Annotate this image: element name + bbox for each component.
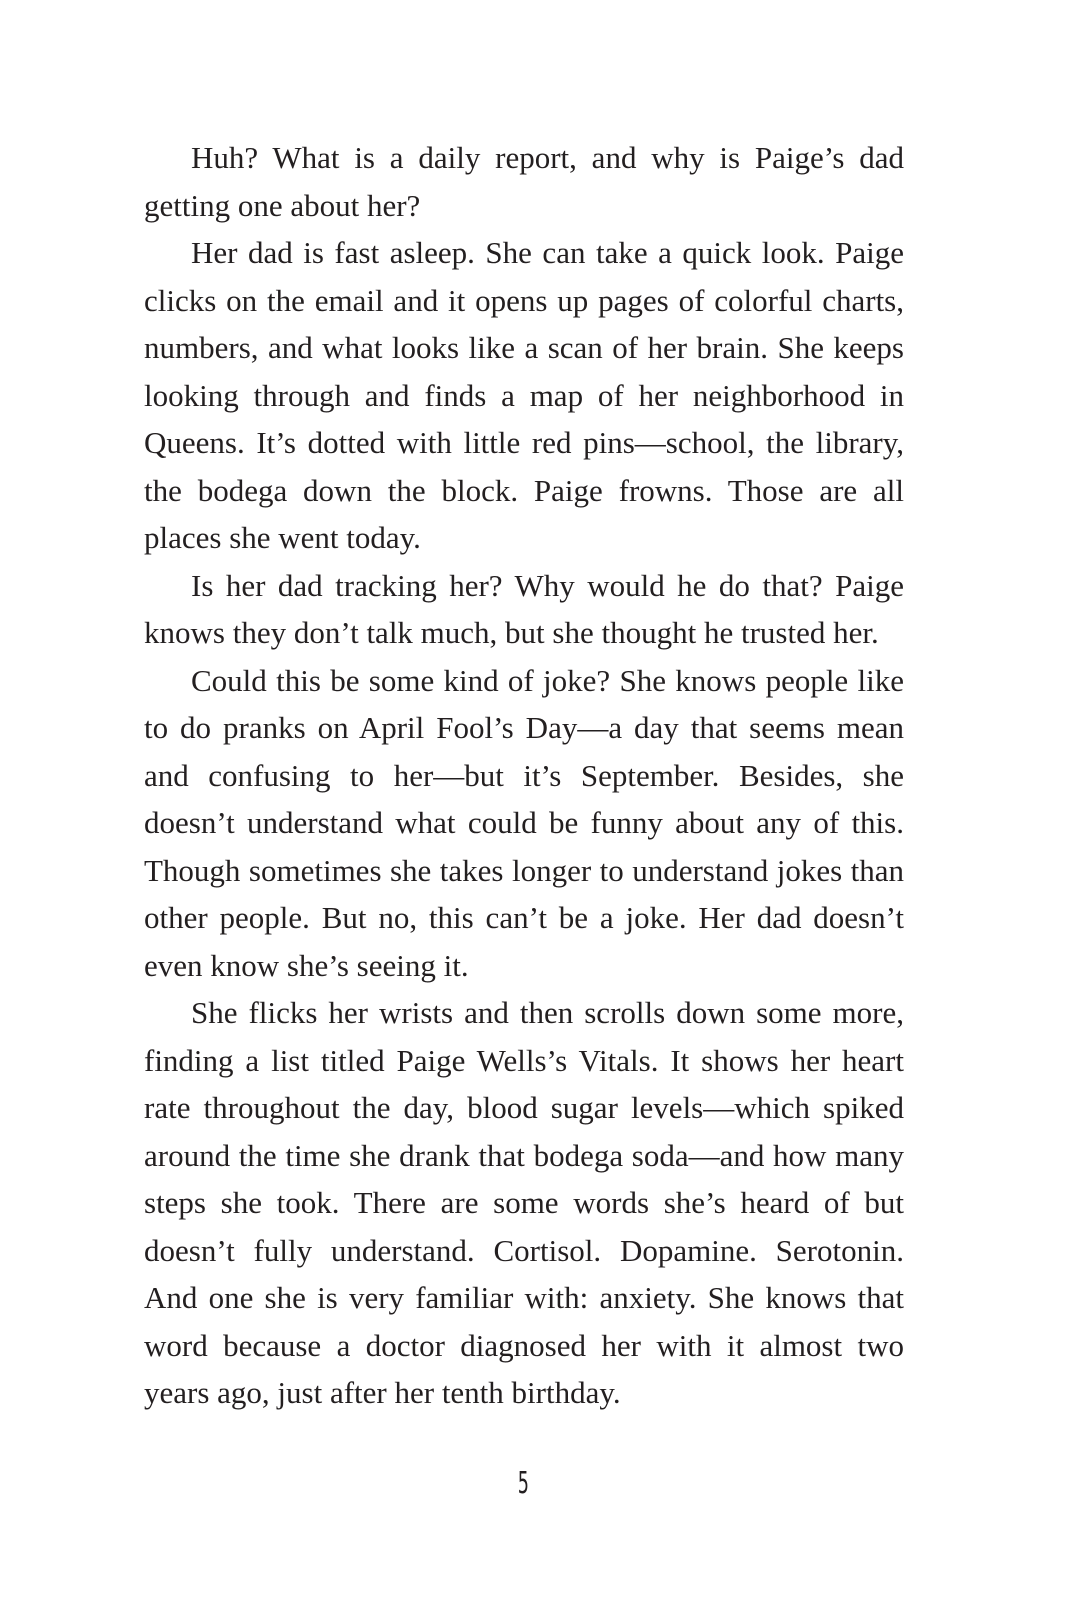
- text-segment: . And one she is very familiar with:: [144, 1232, 904, 1315]
- text-segment: Could this be some kind of joke? She knows people like to do pranks on April Fool’s Day—a day that seems mean and confusing to her—but it’s September. Besides, she doesn’t understand what could be funny about any of this. Though sometimes she takes longer to understand jokes than other people. But no, this can’t be a joke. Her dad doesn’t even know she’s seeing it.: [144, 662, 904, 983]
- text-segment: Huh?: [191, 140, 259, 175]
- paragraph: [144, 562, 904, 657]
- text-segment: . She knows that word because a doctor diagnosed her with it almost two years ago, just after her tenth birthday.: [144, 1280, 905, 1410]
- paragraph: [144, 989, 904, 1417]
- paragraph: [144, 657, 904, 990]
- body-text: [144, 134, 904, 1417]
- text-segment: . It shows her heart rate throughout the day, blood sugar levels—which spiked around the time she drank that bodega soda—and how many steps she took. There are some words she’s heard of but doesn’t fully understand.: [144, 1042, 904, 1268]
- text-segment: Her dad is fast asleep. She can take a quick look. Paige clicks on the email and it opens up pages of colorful charts, numbers, and what looks like a scan of her brain. She keeps looking through and finds a map of her neighborhood in Queens. It’s dotted with little red pins—school, the library, the bodega down the block. Paige frowns. Those are all places she went today.: [144, 235, 904, 555]
- paragraph: [144, 229, 904, 562]
- text-segment: Cortisol. Dopamine. Serotonin: [493, 1232, 897, 1268]
- text-segment: Is her dad tracking her? Why would he do that? Paige knows they don’t talk much, but she thought he trusted her.: [144, 567, 904, 650]
- text-segment: What is a daily report, and why is Paige’s dad getting one about her?: [144, 140, 904, 223]
- paragraph: [144, 134, 904, 229]
- text-segment: Paige Wells’s Vitals: [396, 1042, 651, 1078]
- text-segment: She flicks her wrists and then scrolls down some more, finding a list titled: [144, 995, 904, 1078]
- page-number: 5: [517, 1466, 529, 1501]
- text-segment: anxiety: [599, 1280, 689, 1315]
